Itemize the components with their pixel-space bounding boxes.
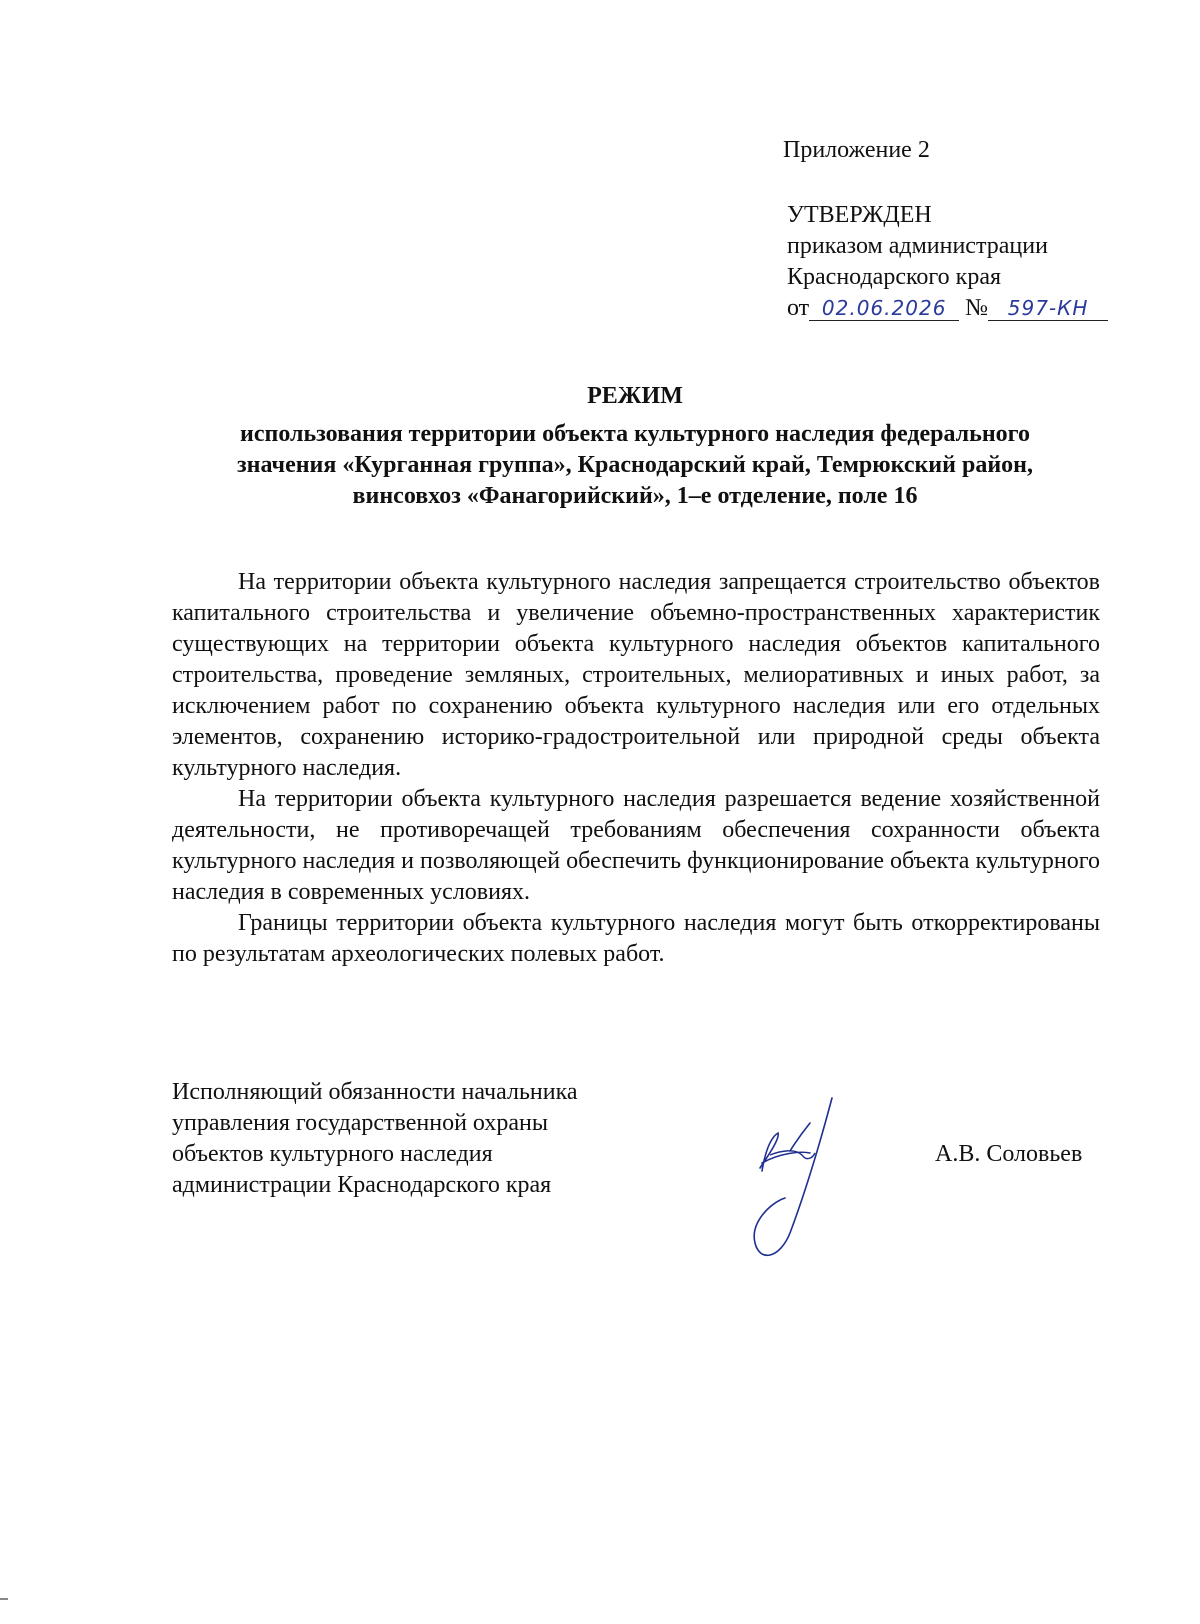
document-body — [172, 567, 1100, 970]
position-line: администрации Краснодарского края — [172, 1172, 552, 1198]
document-title: РЕЖИМ — [587, 383, 683, 409]
subtitle-line: значения «Курганная группа», Краснодарский край, Темрюкский район, — [237, 452, 1033, 478]
body-paragraph: На территории объекта культурного наследия разрешается ведение хозяйственной деятельности, не противоречащей требованиям обеспечения сохранности объекта культурного наследия и позволяющей обеспечить функционирование объекта культурного наследия в современных условиях. — [172, 786, 1100, 905]
body-paragraph: На территории объекта культурного наследия запрещается строительство объектов капитального строительства и увеличение объемно-пространственных характеристик существующих на территории объекта культурного наследия объектов капитального строительства, проведение земляных, строительных, мелиоративных и иных работ, за исключением работ по сохранению объекта культурного наследия или его отдельных элементов, сохранению историко-градостроительной или природной среды объекта культурного наследия. — [172, 569, 1100, 781]
number-prefix: № — [965, 295, 989, 321]
appendix-label: Приложение 2 — [783, 137, 930, 163]
signatory-name: А.В. Соловьев — [935, 1141, 1083, 1167]
approval-line-2: Краснодарского края — [787, 264, 1002, 290]
scan-edge-mark — [0, 1598, 8, 1600]
subtitle-line: винсовхоз «Фанагорийский», 1–е отделение, поле 16 — [352, 483, 918, 509]
signatory-position — [172, 1077, 578, 1201]
position-line: Исполняющий обязанности начальника — [172, 1079, 578, 1105]
document-subtitle — [170, 419, 1100, 512]
date-prefix: от — [787, 295, 810, 321]
approval-stamp — [787, 200, 1108, 324]
approval-date: 02.06.2026 — [809, 296, 959, 321]
position-line: объектов культурного наследия — [172, 1141, 493, 1167]
handwritten-signature — [740, 1093, 860, 1268]
approval-number: 597-КН — [988, 296, 1108, 321]
subtitle-line: использования территории объекта культурного наследия федерального — [240, 421, 1030, 447]
approval-heading: УТВЕРЖДЕН — [787, 202, 932, 228]
body-paragraph: Границы территории объекта культурного наследия могут быть откорректированы по результатам археологических полевых работ. — [172, 910, 1100, 967]
position-line: управления государственной охраны — [172, 1110, 548, 1136]
approval-line-1: приказом администрации — [787, 233, 1048, 259]
approval-date-line — [787, 293, 1108, 324]
